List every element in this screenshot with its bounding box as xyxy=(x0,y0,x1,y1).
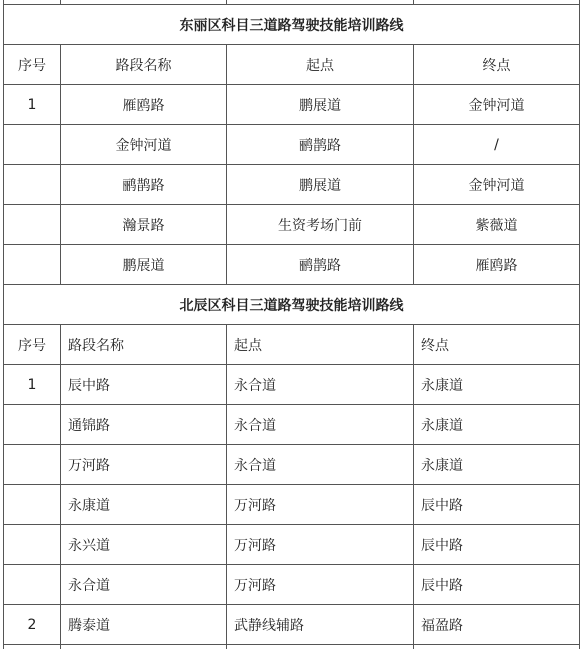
header-end: 终点 xyxy=(414,325,580,365)
cell-road-name: 腾泰道 xyxy=(61,605,227,645)
cell-index xyxy=(4,445,61,485)
cell-end: 金钟河道 xyxy=(414,85,580,125)
cell-road-name: 瀚景路 xyxy=(61,205,227,245)
cell-start: 永合道 xyxy=(227,405,414,445)
table-row xyxy=(4,365,580,405)
header-start: 起点 xyxy=(227,325,414,365)
cell-start: 鹏展道 xyxy=(227,85,414,125)
table-row xyxy=(4,85,580,125)
cell-start: 万河路 xyxy=(227,485,414,525)
cell-road-name: 通锦路 xyxy=(61,405,227,445)
cell-end: 雁鸥路 xyxy=(414,245,580,285)
cell-road-name: 万河路 xyxy=(61,445,227,485)
cell-index xyxy=(4,125,61,165)
header-row xyxy=(4,325,580,365)
cell-index xyxy=(4,405,61,445)
section-title: 东丽区科目三道路驾驶技能培训路线 xyxy=(4,5,580,45)
header-row xyxy=(4,45,580,85)
cell-end: 辰中路 xyxy=(414,525,580,565)
cell-index: 2 xyxy=(4,605,61,645)
table-row xyxy=(4,125,580,165)
table-bottom-clip xyxy=(4,645,580,649)
table-row xyxy=(4,565,580,605)
table-row xyxy=(4,485,580,525)
section-title: 北辰区科目三道路驾驶技能培训路线 xyxy=(4,285,580,325)
cell-end: 永康道 xyxy=(414,405,580,445)
cell-index xyxy=(4,205,61,245)
cell-end: 永康道 xyxy=(414,365,580,405)
route-table xyxy=(3,0,580,649)
header-road-name: 路段名称 xyxy=(61,325,227,365)
cell-road-name: 金钟河道 xyxy=(61,125,227,165)
header-start: 起点 xyxy=(227,45,414,85)
table-row xyxy=(4,165,580,205)
table-row xyxy=(4,525,580,565)
cell-road-name: 永兴道 xyxy=(61,525,227,565)
cell-end: 辰中路 xyxy=(414,485,580,525)
cell-index xyxy=(4,525,61,565)
cell-start: 万河路 xyxy=(227,565,414,605)
table-row xyxy=(4,605,580,645)
cell-road-name: 雁鸥路 xyxy=(61,85,227,125)
cell-end: 紫薇道 xyxy=(414,205,580,245)
cell-start: 万河路 xyxy=(227,525,414,565)
header-end: 终点 xyxy=(414,45,580,85)
cell-road-name: 辰中路 xyxy=(61,365,227,405)
cell-road-name: 永合道 xyxy=(61,565,227,605)
header-index: 序号 xyxy=(4,45,61,85)
cell-end: 辰中路 xyxy=(414,565,580,605)
cell-index xyxy=(4,565,61,605)
cell-road-name: 永康道 xyxy=(61,485,227,525)
cell-end: 永康道 xyxy=(414,445,580,485)
cell-start: 永合道 xyxy=(227,445,414,485)
table-row xyxy=(4,245,580,285)
header-index: 序号 xyxy=(4,325,61,365)
cell-end: 金钟河道 xyxy=(414,165,580,205)
cell-index xyxy=(4,485,61,525)
cell-index: 1 xyxy=(4,85,61,125)
cell-start: 鹏展道 xyxy=(227,165,414,205)
cell-start: 永合道 xyxy=(227,365,414,405)
cell-end: / xyxy=(414,125,580,165)
table-row xyxy=(4,205,580,245)
section-title-row xyxy=(4,285,580,325)
section-title-row xyxy=(4,5,580,45)
cell-road-name: 鹂鹊路 xyxy=(61,165,227,205)
cell-start: 生资考场门前 xyxy=(227,205,414,245)
cell-index xyxy=(4,165,61,205)
header-road-name: 路段名称 xyxy=(61,45,227,85)
cell-index: 1 xyxy=(4,365,61,405)
cell-end: 福盈路 xyxy=(414,605,580,645)
cell-start: 武静线辅路 xyxy=(227,605,414,645)
table-row xyxy=(4,445,580,485)
cell-start: 鹂鹊路 xyxy=(227,245,414,285)
table-row xyxy=(4,405,580,445)
cell-start: 鹂鹊路 xyxy=(227,125,414,165)
cell-index xyxy=(4,245,61,285)
cell-road-name: 鹏展道 xyxy=(61,245,227,285)
